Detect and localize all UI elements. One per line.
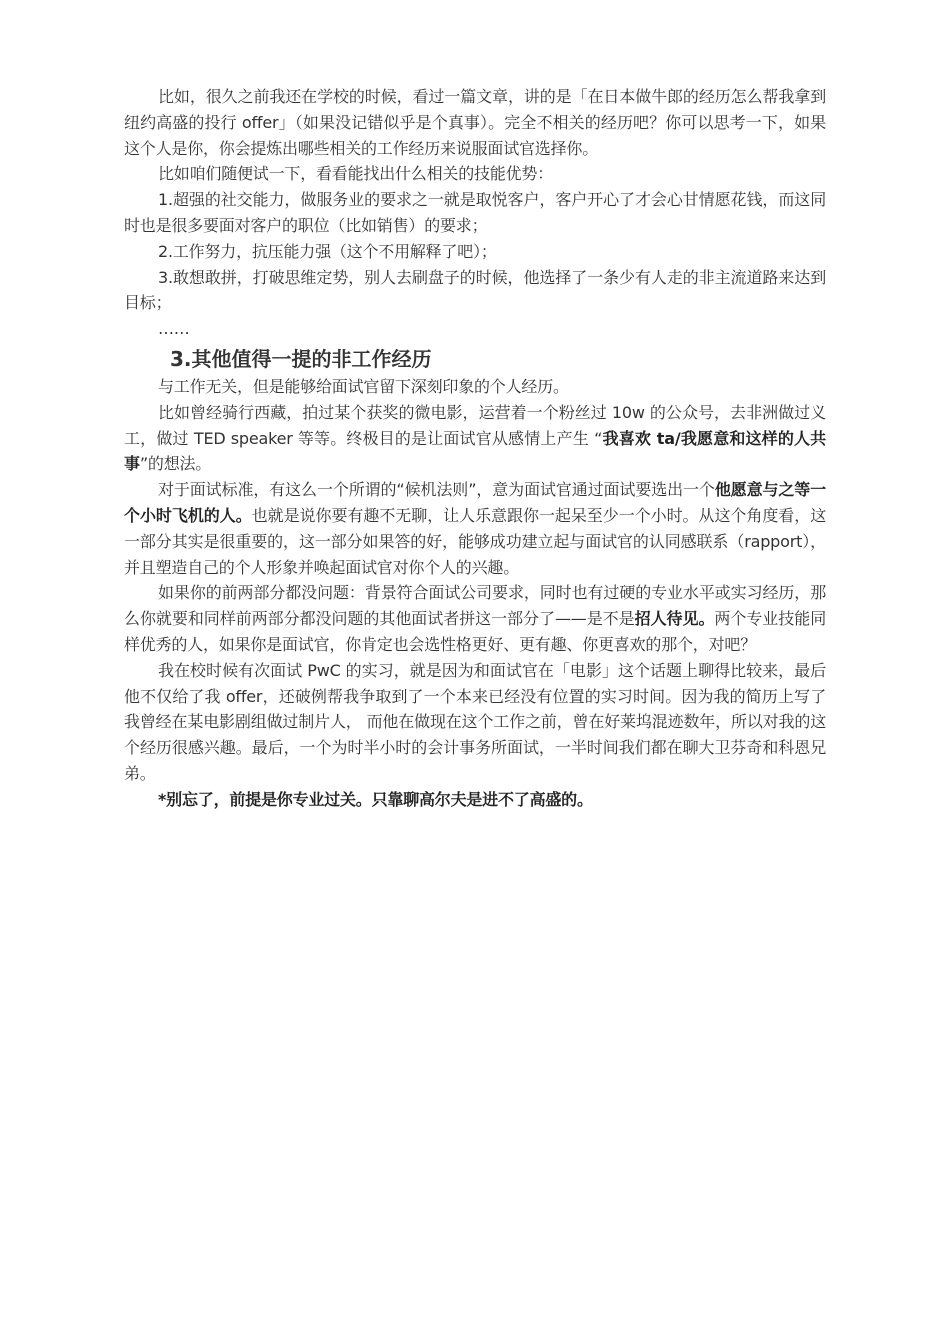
paragraph: [124, 477, 826, 580]
text: 比如咱们随便试一下，看看能找出什么相关的技能优势：: [158, 164, 554, 184]
text: 与工作无关，但是能够给面试官留下深刻印象的个人经历。: [158, 376, 569, 396]
paragraph: [124, 374, 826, 400]
paragraph: [124, 400, 826, 477]
text: 3.敢想敢拼，打破思维定势，别人去刷盘子的时候，他选择了一条少有人走的非主流道路来达到目标；: [124, 267, 826, 313]
document-body: [124, 84, 826, 813]
section-previous: [124, 84, 826, 342]
section-heading: 3.其他值得一提的非工作经历: [170, 346, 432, 371]
text: 如果你的前两部分都没问题：背景符合面试公司要求，同时也有过硬的专业水平或实习经历，那么你就要和同样前两部分都没问题的其他面试者拼这一部分了——是不是: [124, 583, 826, 629]
bold-text: 我喜欢 ta/我愿意和这样的人共事: [124, 428, 826, 474]
text: 比如曾经骑行西藏，拍过某个获奖的微电影，运营着一个粉丝过 10w 的公众号，去非洲做过义工，做过 TED speaker 等等。终极目的是让面试官从感情上产生 “: [124, 402, 826, 448]
paragraph: [124, 84, 826, 161]
paragraph: [124, 187, 826, 239]
paragraph: [124, 316, 826, 342]
text: 也就是说你要有趣不无聊，让人乐意跟你一起呆至少一个小时。从这个角度看，这一部分其实是很重要的，这一部分如果答的好，能够成功建立起与面试官的认同感联系（rapport），并且塑造自己的个人形象并唤起面试官对你个人的兴趣。: [124, 505, 826, 577]
paragraph: [124, 161, 826, 187]
text: 1.超强的社交能力，做服务业的要求之一就是取悦客户，客户开心了才会心甘情愿花钱，而这同时也是很多要面对客户的职位（比如销售）的要求；: [124, 190, 826, 235]
paragraph: [124, 787, 826, 813]
paragraph: [124, 658, 826, 787]
text: ”的想法。: [139, 454, 212, 474]
paragraph: [124, 239, 826, 265]
paragraph: [124, 580, 826, 657]
bold-text: *别忘了，前提是你专业过关。只靠聊高尔夫是进不了高盛的。: [158, 789, 593, 809]
bold-text: 他愿意与之等一个小时飞机的人。: [124, 480, 826, 525]
section-non-work-experience: [124, 374, 826, 813]
text: 两个专业技能同样优秀的人，如果你是面试官，你肯定也会选性格更好、更有趣、你更喜欢的那个，对吧？: [124, 609, 826, 654]
paragraph: [124, 265, 826, 317]
text: 2.工作努力，抗压能力强（这个不用解释了吧）；: [158, 241, 497, 261]
text: 我在校时候有次面试 PwC 的实习，就是因为和面试官在「电影」这个话题上聊得比较来，最后他不仅给了我 offer，还破例帮我争取到了一个本来已经没有位置的实习时间。因为我的简历上写了我曾经在某电影剧组做过制片人， 而他在做现在这个工作之前，曾在好莱坞混迹数年，所以对我的这个经历很感兴趣。最后，一个为时半小时的会计事务所面试，一半时间我们都在聊大卫芬奇和科恩兄弟。: [124, 660, 826, 783]
text: 对于面试标准，有这么一个所谓的“候机法则”，意为面试官通过面试要选出一个: [158, 480, 715, 500]
text: 比如，很久之前我还在学校的时候，看过一篇文章，讲的是「在日本做牛郎的经历怎么帮我拿到纽约高盛的投行 offer」（如果没记错似乎是个真事）。完全不相关的经历吧？你可以思考一下，如果这个人是你，你会提炼出哪些相关的工作经历来说服面试官选择你。: [124, 87, 826, 158]
bold-text: 招人待见。: [634, 609, 715, 629]
text: ……: [158, 319, 190, 339]
